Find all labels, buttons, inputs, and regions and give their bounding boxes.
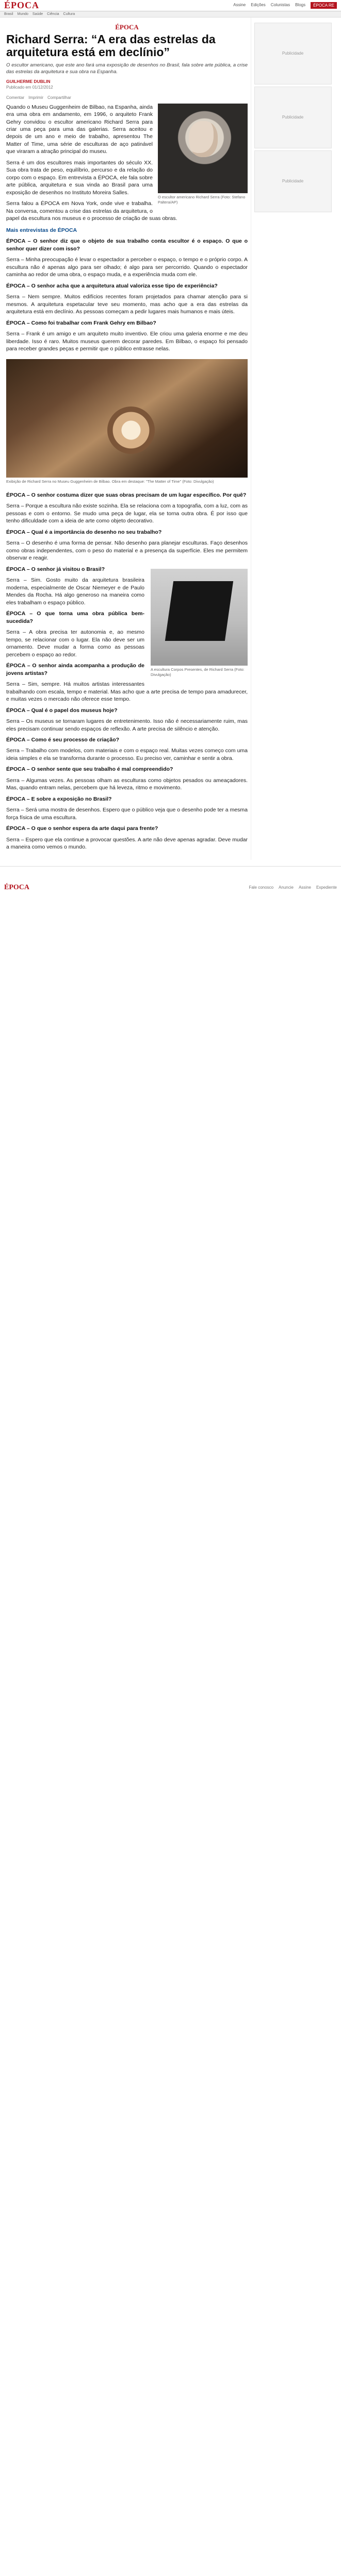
interview-answer: Serra – Porque a escultura não existe sozinha. Ela se relaciona com a topografia, com a luz, com as pessoas e com o entorno. Se mudo uma peça de lugar, ela se torna outra obra. É por isso que tenho dificuldade com a ideia de arte como objeto decorativo. [6,503,248,524]
interview-answer: Serra – Nem sempre. Muitos edifícios recentes foram projetados para chamar atenção para si mesmos. A arquitetura espetacular teve seu momento, mas acho que a era das estrelas da arquitetura está em declínio. As pessoas começam a pedir lugares mais humanos e mais úteis. [6,294,248,315]
comment-link[interactable]: Comentar [6,95,25,100]
interview-answer: Serra – Será uma mostra de desenhos. Espero que o público veja que o desenho pode ter a mesma força física de uma escultura. [6,807,248,821]
related-link[interactable]: Mais entrevistas de ÉPOCA [6,227,77,233]
portrait-figure [158,104,248,206]
section-bar [0,11,341,18]
interview-answer: Serra – Trabalho com modelos, com materiais e com o espaço real. Muitas vezes começo com uma ideia simples e ela se transforma durante o processo. Eu preciso ver, caminhar e sentir a obra. [6,748,248,761]
bilbao-caption: Exibição de Richard Serra no Museu Guggenheim de Bilbao. Obra em destaque: "The Matter of Time" (Foto: Divulgação) [6,479,214,484]
bilbao-sculpture-image [6,359,248,478]
article-content [3,18,251,860]
footer-link-advertise[interactable]: Anuncie [279,885,294,890]
footer-link-staff[interactable]: Expediente [316,885,337,890]
advertisement-slot[interactable]: Publicidade [254,150,332,212]
nav-item-edicoes[interactable]: Edições [251,2,266,7]
section-link-mundo[interactable]: Mundo [17,12,28,16]
site-logo[interactable]: ÉPOCA [4,0,39,11]
interview-question: ÉPOCA – O senhor diz que o objeto de sua trabalho conta escultor é o espaço. O que o senhor quer dizer com isso? [6,238,248,252]
sculpture-figure [151,569,248,678]
black-sculpture-image [151,569,248,666]
article-brand: ÉPOCA [115,23,139,31]
footer-link-contact[interactable]: Fale conosco [249,885,274,890]
interview-question: ÉPOCA – Como é seu processo de criação? [6,737,120,743]
main-layout [0,18,341,860]
bilbao-figure [6,359,248,484]
interview-answer: Serra – Minha preocupação é levar o espectador a perceber o espaço, o tempo e o próprio corpo. A escultura não é apenas algo para ser olhado; é algo para ser percorrido. Quando o espectador caminha ao redor de uma obra, o espaço muda, e a experiência muda com ele. [6,257,248,278]
interview-question: ÉPOCA – O senhor já visitou o Brasil? [6,566,105,572]
interview-answer: Serra – Os museus se tornaram lugares de entretenimento. Isso não é necessariamente ruim, mas eles precisam continuar sendo espaços de reflexão. A arte precisa de silêncio e atenção. [6,718,248,732]
share-link[interactable]: Compartilhar [47,95,71,100]
footer-links [249,885,337,890]
article-paragraph: Serra falou a ÉPOCA em Nova York, onde vive e trabalha. Na conversa, comentou a crise das estrelas da arquitetura, o papel da escultura nos museus e o processo de criação de suas obras. [6,200,177,222]
section-link-saude[interactable]: Saúde [32,12,43,16]
article-byline: GUILHERME DUBLIN [6,78,51,84]
interview-question: ÉPOCA – O senhor ainda acompanha a produção de jovens artistas? [6,663,144,676]
article-title: Richard Serra: “A era das estrelas da arquitetura está em declínio” [6,32,216,59]
richard-serra-portrait [158,104,248,193]
top-navigation [233,2,337,9]
footer-logo[interactable]: ÉPOCA [4,883,29,891]
subscribe-button[interactable]: ÉPOCA RE [311,2,337,9]
nav-item-colunistas[interactable]: Colunistas [270,2,290,7]
interview-question: ÉPOCA – O senhor acha que a arquitetura atual valoriza esse tipo de experiência? [6,282,218,289]
interview-question: ÉPOCA – Qual é o papel dos museus hoje? [6,707,118,714]
article-paragraph: Quando o Museu Guggenheim de Bilbao, na Espanha, ainda era uma obra em andamento, em 1996, o arquiteto Frank Gehry convidou o escultor americano Richard Serra para criar uma peça para uma das galerias. Serra aceitou e depois de um ano e meio de trabalho, apresentou The Matter of Time, uma série de esculturas de aço patinável que viraram a atração principal do museu. [6,104,153,155]
article-tools [6,95,248,100]
interview-question: ÉPOCA – O que o senhor espera da arte daqui para frente? [6,825,158,832]
advertisement-slot[interactable]: Publicidade [254,23,332,84]
interview-question: ÉPOCA – Como foi trabalhar com Frank Gehry em Bilbao? [6,319,156,326]
interview-question: ÉPOCA – E sobre a exposição no Brasil? [6,795,112,802]
interview-question: ÉPOCA – O senhor sente que seu trabalho é mal compreendido? [6,766,173,773]
interview-question: ÉPOCA – Qual é a importância do desenho no seu trabalho? [6,529,162,535]
sculpture-caption: A escultura Corpos Presentes, de Richard Serra (Foto: Divulgação) [151,667,245,677]
nav-item-blogs[interactable]: Blogs [295,2,306,7]
top-bar [0,0,341,11]
interview-answer: Serra – Sim. Gosto muito da arquitetura brasileira moderna, especialmente de Oscar Niemeyer e de Paulo Mendes da Rocha. Há algo generoso na maneira como eles trabalham o espaço público. [6,577,144,606]
interview-answer: Serra – A obra precisa ter autonomia e, ao mesmo tempo, se relacionar com o lugar. Ela não deve ser um ornamento. Deve mudar a forma como as pessoas percebem o espaço ao redor. [6,629,144,658]
section-link-cultura[interactable]: Cultura [63,12,75,16]
interview-answer: Serra – Espero que ela continue a provocar questões. A arte não deve apenas agradar. Deve mudar a maneira como vemos o mundo. [6,836,248,851]
article-paragraph: Serra é um dos escultores mais importantes do século XX. Sua obra trata de peso, equilíbrio, percurso e da relação do corpo com o espaço. Em entrevista a ÉPOCA, ele fala sobre arte pública, arquitetura e sua vinda ao Brasil para uma exposição de desenhos no Instituto Moreira Salles. [6,159,153,196]
page-footer [0,866,341,908]
portrait-caption: O escultor americano Richard Serra (Foto: Stefano Paltera/AP) [158,194,246,205]
article-deck: O escultor americano, que este ano fará uma exposição de desenhos no Brasil, fala sobre arte pública, a crise das estrelas da arquitetura e sua obra na Espanha. [6,62,248,75]
print-link[interactable]: Imprimir [28,95,44,100]
right-rail [251,18,334,860]
interview-answer: Serra – Frank é um amigo e um arquiteto muito inventivo. Ele criou uma galeria enorme e me deu liberdade. Isso é raro. Muitos museus querem decorar paredes. Em Bilbao, o espaço foi pensado para receber grandes peças e permitir que o público entrasse nelas. [6,331,248,352]
interview-answer: Serra – Algumas vezes. As pessoas olham as esculturas como objetos pesados ou ameaçadores. Mas, quando entram nelas, percebem que há leveza, ritmo e movimento. [6,777,248,791]
interview-answer: Serra – Sim, sempre. Há muitos artistas interessantes trabalhando com escala, tempo e material. Mas acho que a arte precisa de tempo para amadurecer, e muitas vezes o mercado não oferece esse tempo. [6,681,248,703]
advertisement-slot[interactable]: Publicidade [254,87,332,148]
interview-answer: Serra – O desenho é uma forma de pensar. Não desenho para planejar esculturas. Faço desenhos como obras independentes, com o peso do material e a presença da superfície. Eles me permitem observar e reagir. [6,540,248,562]
interview-question: ÉPOCA – O senhor costuma dizer que suas obras precisam de um lugar específico. Por quê? [6,492,247,498]
footer-link-subscribe[interactable]: Assine [298,885,311,890]
nav-item-assine[interactable]: Assine [233,2,246,7]
interview-question: ÉPOCA – O que torna uma obra pública bem-sucedida? [6,611,144,624]
section-link-ciencia[interactable]: Ciência [47,12,59,16]
article-date: Publicado em 01/12/2012 [6,85,53,90]
section-link-brasil[interactable]: Brasil [4,12,13,16]
portrait-face-shape [189,121,218,157]
